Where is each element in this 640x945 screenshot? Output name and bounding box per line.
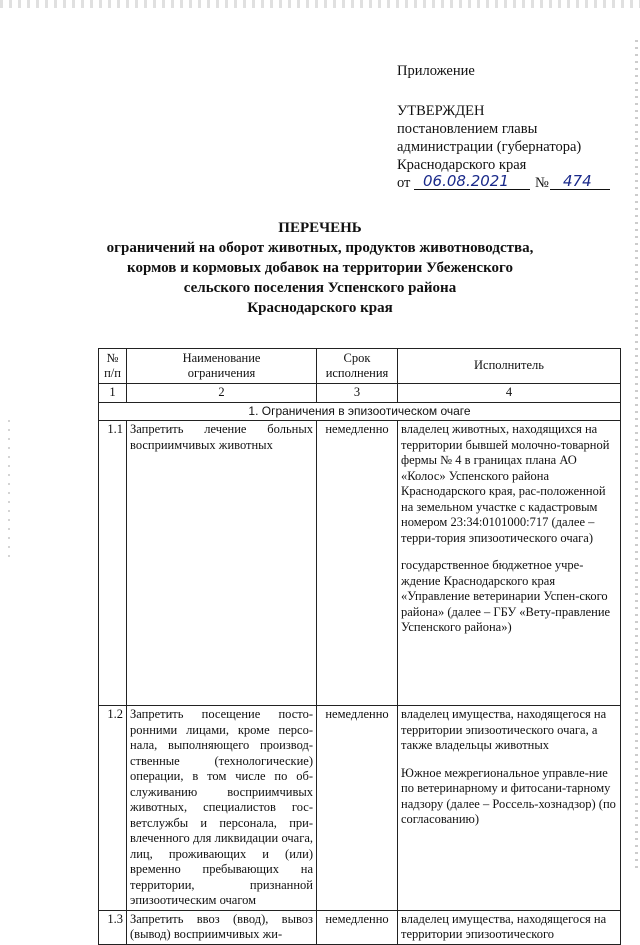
approval-block (397, 62, 592, 194)
restriction-text: Запретить посещение посто-ронними лицами, кроме персо-нала, выполняющего производ-ственные (технологические) операции, в том числе по об-служиванию восприимчивых животных, специалистов гос-ветслужбы и персонала, при-влеченного для ликвидации очага, лиц, проживающих и (или) временно пребывающих на территории, признанной эпизоотическим очагом (127, 706, 317, 911)
table-row (99, 706, 621, 911)
document-title (100, 218, 540, 318)
approval-line-1: постановлением главы (397, 121, 538, 137)
section-heading: 1. Ограничения в эпизоотическом очаге (99, 402, 621, 421)
restriction-text: Запретить лечение больных восприимчивых животных (127, 421, 317, 706)
approval-line-2: администрации (губернатора) (397, 139, 582, 155)
date-number-line (397, 172, 592, 194)
row-number: 1.2 (99, 706, 127, 911)
executor-text: владелец животных, находящихся на территории бывшей молочно-товарной фермы № 4 в границах плана АО «Колос» Успенского района Краснодарского края, рас-положенной на земельном участке с кадастровым номером 23:34:0101000:717 (далее – терри-тория эпизоотического очага) (401, 422, 610, 545)
row-number: 1.1 (99, 421, 127, 706)
executor-cell (398, 910, 621, 944)
term-text: немедленно (317, 706, 398, 911)
number-label: № (535, 175, 549, 191)
table-row (99, 421, 621, 706)
appendix-label: Приложение (397, 63, 475, 79)
header-executor: Исполнитель (398, 349, 621, 384)
section-row (99, 402, 621, 421)
column-number-row (99, 384, 621, 403)
title-line-4: сельского поселения Успенского района (183, 280, 457, 296)
table-header-row (99, 349, 621, 384)
executor-text-2: Южное межрегиональное управле-ние по ветеринарному и фитосани-тарному надзору (далее – Россель-хознадзор) (по согласованию) (401, 765, 616, 826)
executor-text-2: государственное бюджетное учре-ждение Краснодарского края «Управление ветеринарии Успен-ского района» (далее – ГБУ «Вету-правление Успенского района») (401, 558, 611, 634)
title-line-3: кормов и кормовых добавок на территории Убеженского (127, 260, 513, 276)
header-term: Срок исполнения (317, 349, 398, 384)
handwritten-number: 474 (563, 172, 592, 190)
title-line-2: ограничений на оборот животных, продуктов животноводства, (106, 240, 534, 256)
approval-line-3: Краснодарского края (397, 157, 527, 173)
scan-artifact-right (635, 40, 638, 870)
scan-artifact-left (8, 420, 10, 560)
colnum-1: 1 (99, 384, 127, 403)
from-label: от (397, 175, 411, 191)
title-line-5: Краснодарского края (247, 300, 393, 316)
executor-text: владелец имущества, находящегося на территории эпизоотического (401, 911, 607, 941)
colnum-4: 4 (398, 384, 621, 403)
term-text: немедленно (317, 910, 398, 944)
executor-cell (398, 421, 621, 706)
colnum-2: 2 (127, 384, 317, 403)
table-row (99, 910, 621, 944)
approved-label: УТВЕРЖДЕН (397, 103, 485, 119)
header-restriction: Наименование ограничения (127, 349, 317, 384)
row-number: 1.3 (99, 910, 127, 944)
colnum-3: 3 (317, 384, 398, 403)
title-line-1: ПЕРЕЧЕНЬ (278, 220, 362, 236)
scan-artifact-top (0, 0, 640, 8)
handwritten-date: 06.08.2021 (423, 172, 509, 190)
restriction-text: Запретить ввоз (ввод), вывоз (вывод) восприимчивых жи- (127, 910, 317, 944)
executor-cell (398, 706, 621, 911)
term-text: немедленно (317, 421, 398, 706)
restrictions-table (98, 348, 621, 945)
executor-text: владелец имущества, находящегося на территории эпизоотического очага, а также владельцы животных (401, 707, 607, 752)
header-number: № п/п (99, 349, 127, 384)
